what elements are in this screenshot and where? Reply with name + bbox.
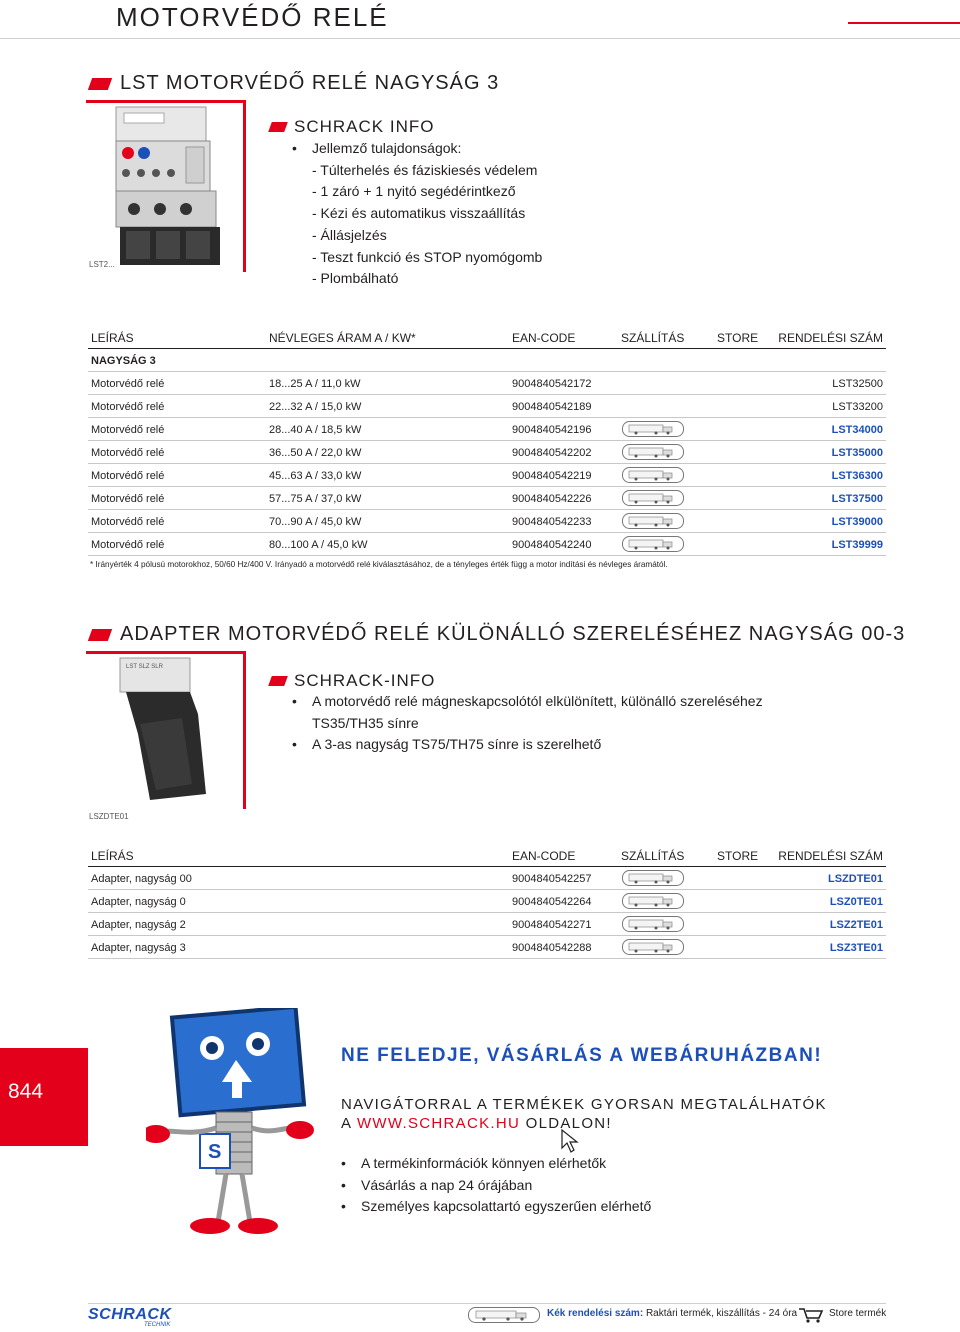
cell-rating: 57...75 A / 37,0 kW xyxy=(269,493,362,505)
info-marker-icon xyxy=(268,676,288,686)
bullet-text: Vásárlás a nap 24 órájában xyxy=(361,1176,533,1193)
footer-legend xyxy=(547,1308,797,1319)
list-item: - Túlterhelés és fáziskiesés védelem xyxy=(312,161,538,178)
cell-description: Motorvédő relé xyxy=(91,447,165,459)
section2-heading xyxy=(90,623,905,646)
product-photo-lst xyxy=(86,100,246,272)
col-header-delivery: SZÁLLÍTÁS xyxy=(621,331,685,345)
list-item xyxy=(292,734,763,756)
table-body xyxy=(88,867,886,959)
cell-ean: 9004840542172 xyxy=(512,378,592,390)
list-item xyxy=(292,138,542,160)
cell-description: Motorvédő relé xyxy=(91,378,165,390)
product-photo-adapter xyxy=(86,651,246,809)
cell-description: Adapter, nagyság 00 xyxy=(91,873,192,885)
promo-line-1: NAVIGÁTORRAL A TERMÉKEK GYORSAN MEGTALÁLHATÓK xyxy=(341,1096,827,1113)
bullet-icon: • xyxy=(341,1155,346,1171)
delivery-truck-icon xyxy=(622,467,684,483)
delivery-truck-icon xyxy=(622,916,684,932)
info-title: SCHRACK INFO xyxy=(294,117,435,136)
promo-bullets xyxy=(341,1153,651,1218)
col-header-description: LEÍRÁS xyxy=(91,849,134,863)
group-label: NAGYSÁG 3 xyxy=(91,355,156,367)
info-heading xyxy=(270,671,435,691)
list-item: - Kézi és automatikus visszaállítás xyxy=(312,205,526,222)
brand-logo-sub: TECHNIK xyxy=(144,1322,171,1328)
product-table-adapter xyxy=(88,843,886,959)
cell-description: Adapter, nagyság 3 xyxy=(91,942,186,954)
table-body xyxy=(88,372,886,556)
table-row xyxy=(88,372,886,395)
delivery-truck-icon xyxy=(468,1306,540,1324)
col-header-rating: NÉVLEGES ÁRAM A / KW* xyxy=(269,331,416,345)
cell-order-number[interactable]: LST39000 xyxy=(831,516,883,528)
cell-order-number[interactable]: LST33200 xyxy=(832,401,883,413)
bullet-text: Személyes kapcsolattartó egyszerűen elérhető xyxy=(361,1198,652,1215)
footer-legend-bold: Kék rendelési szám: xyxy=(547,1308,644,1319)
list-item: - 1 záró + 1 nyitó segédérintkező xyxy=(312,183,516,200)
col-header-ean: EAN-CODE xyxy=(512,849,576,863)
photo-caption: LST2... xyxy=(89,260,115,269)
cell-ean: 9004840542240 xyxy=(512,539,592,551)
cell-rating: 22...32 A / 15,0 kW xyxy=(269,401,362,413)
page-title: MOTORVÉDŐ RELÉ xyxy=(116,2,389,32)
promo-list xyxy=(341,1153,651,1218)
bullet-text: Jellemző tulajdonságok: xyxy=(312,140,462,156)
mascot-monitor-icon xyxy=(146,1008,316,1240)
cell-order-number[interactable]: LST39999 xyxy=(831,539,883,551)
promo-title: NE FELEDJE, VÁSÁRLÁS A WEBÁRUHÁZBAN! xyxy=(341,1045,823,1066)
svg-text:LST SLZ SLR: LST SLZ SLR xyxy=(126,664,163,670)
cell-order-number[interactable]: LST36300 xyxy=(831,470,883,482)
cell-description: Motorvédő relé xyxy=(91,401,165,413)
col-header-description: LEÍRÁS xyxy=(91,331,134,345)
info-marker-icon xyxy=(268,122,288,132)
bullet-text: A termékinformációk könnyen elérhetők xyxy=(361,1155,607,1171)
delivery-truck-icon xyxy=(622,893,684,909)
table-row xyxy=(88,867,886,890)
list-item: - Teszt funkció és STOP nyomógomb xyxy=(312,248,543,265)
col-header-order: RENDELÉSI SZÁM xyxy=(778,331,883,345)
bullet-text: A 3-as nagyság TS75/TH75 sínre is szerelhető xyxy=(312,736,602,753)
col-header-ean: EAN-CODE xyxy=(512,331,576,345)
bullet-icon: • xyxy=(292,693,297,709)
cell-ean: 9004840542219 xyxy=(512,470,592,482)
table-header xyxy=(88,325,886,349)
promo-line-2-suffix: OLDALON! xyxy=(520,1115,612,1132)
adapter-info-list xyxy=(292,691,763,756)
cell-description: Motorvédő relé xyxy=(91,493,165,505)
relay-image-icon xyxy=(86,103,243,272)
photo-caption: LSZDTE01 xyxy=(89,812,129,821)
section1-heading xyxy=(90,72,499,95)
cell-ean: 9004840542271 xyxy=(512,919,592,931)
bullet-text: A motorvédő relé mágneskapcsolótól elkülönített, különálló szereléséhez xyxy=(312,693,763,709)
cell-ean: 9004840542226 xyxy=(512,493,592,505)
cell-ean: 9004840542264 xyxy=(512,896,592,908)
delivery-truck-icon xyxy=(622,513,684,529)
table-row xyxy=(88,510,886,533)
title-rule xyxy=(0,38,960,39)
list-item xyxy=(292,691,763,713)
cell-description: Adapter, nagyság 0 xyxy=(91,896,186,908)
website-link[interactable]: WWW.SCHRACK.HU xyxy=(356,1115,521,1132)
feature-list xyxy=(292,138,542,290)
cell-order-number[interactable]: LSZDTE01 xyxy=(827,873,883,885)
list-item xyxy=(341,1175,651,1197)
cell-order-number[interactable]: LST35000 xyxy=(831,447,883,459)
cell-order-number[interactable]: LSZ3TE01 xyxy=(829,942,883,954)
section2-title: ADAPTER MOTORVÉDŐ RELÉ KÜLÖNÁLLÓ SZERELÉSÉHEZ NAGYSÁG 00-3 xyxy=(120,623,906,645)
bullet-icon: • xyxy=(292,140,297,156)
cell-ean: 9004840542202 xyxy=(512,447,592,459)
cell-rating: 70...90 A / 45,0 kW xyxy=(269,516,362,528)
footer-legend-text: Raktári termék, kiszállítás - 24 óra xyxy=(643,1308,798,1319)
cell-order-number[interactable]: LST37500 xyxy=(831,493,883,505)
cell-rating: 28...40 A / 18,5 kW xyxy=(269,424,362,436)
title-accent-bar xyxy=(848,22,960,24)
table-row xyxy=(88,441,886,464)
table-header xyxy=(88,843,886,867)
table-row xyxy=(88,395,886,418)
shopping-cart-icon xyxy=(797,1306,825,1324)
footer-rule xyxy=(88,1303,886,1304)
list-item: - Plombálható xyxy=(312,270,399,287)
cursor-icon xyxy=(560,1128,584,1154)
brand-logo: SCHRACK xyxy=(88,1306,172,1323)
list-item xyxy=(341,1196,651,1218)
cell-rating: 36...50 A / 22,0 kW xyxy=(269,447,362,459)
bullet-icon: • xyxy=(341,1198,346,1215)
cell-order-number[interactable]: LST32500 xyxy=(832,378,883,390)
cell-order-number[interactable]: LSZ0TE01 xyxy=(829,896,883,908)
info-title: SCHRACK-INFO xyxy=(294,671,436,690)
delivery-truck-icon xyxy=(622,490,684,506)
delivery-truck-icon xyxy=(622,939,684,955)
promo-line-2-prefix: A xyxy=(341,1115,357,1132)
col-header-store: STORE xyxy=(717,331,759,345)
cell-rating: 80...100 A / 45,0 kW xyxy=(269,539,368,551)
cell-description: Adapter, nagyság 2 xyxy=(91,919,186,931)
table-group-row xyxy=(88,349,886,372)
bullet-icon: • xyxy=(341,1176,346,1193)
section-marker-icon xyxy=(88,629,112,641)
delivery-truck-icon xyxy=(622,870,684,886)
cell-ean: 9004840542257 xyxy=(512,873,592,885)
table-row xyxy=(88,913,886,936)
table-row xyxy=(88,487,886,510)
cell-ean: 9004840542196 xyxy=(512,424,592,436)
footer-store-label: Store termék xyxy=(829,1308,887,1319)
svg-text:S: S xyxy=(208,1141,222,1163)
bullet-text-continued: TS35/TH35 sínre xyxy=(312,714,419,731)
info-heading xyxy=(270,117,434,137)
cell-ean: 9004840542288 xyxy=(512,942,592,954)
table-row xyxy=(88,464,886,487)
page-number: 844 xyxy=(8,1080,44,1103)
cell-ean: 9004840542189 xyxy=(512,401,592,413)
product-table-lst xyxy=(88,325,886,556)
col-header-order: RENDELÉSI SZÁM xyxy=(778,849,883,863)
list-item xyxy=(341,1153,651,1175)
table-row xyxy=(88,890,886,913)
delivery-truck-icon xyxy=(622,536,684,552)
col-header-delivery: SZÁLLÍTÁS xyxy=(621,849,685,863)
cell-rating: 45...63 A / 33,0 kW xyxy=(269,470,362,482)
delivery-truck-icon xyxy=(622,444,684,460)
cell-rating: 18...25 A / 11,0 kW xyxy=(269,378,361,390)
table-row xyxy=(88,418,886,441)
delivery-truck-icon xyxy=(622,421,684,437)
cell-description: Motorvédő relé xyxy=(91,516,165,528)
table-row xyxy=(88,936,886,959)
list-item: - Állásjelzés xyxy=(312,226,387,243)
cell-description: Motorvédő relé xyxy=(91,539,165,551)
cell-order-number[interactable]: LSZ2TE01 xyxy=(829,919,883,931)
footnote: * Irányérték 4 pólusú motorokhoz, 50/60 Hz/400 V. Irányadó a motorvédő relé kiválasztásához, de a tényleges érték függ a motor indítási és névleges áramától. xyxy=(90,560,668,569)
section1-title: LST MOTORVÉDŐ RELÉ NAGYSÁG 3 xyxy=(120,72,500,94)
cell-description: Motorvédő relé xyxy=(91,470,165,482)
col-header-store: STORE xyxy=(717,849,759,863)
table-row xyxy=(88,533,886,556)
adapter-image-icon xyxy=(86,654,243,809)
cell-description: Motorvédő relé xyxy=(91,424,165,436)
cell-ean: 9004840542233 xyxy=(512,516,592,528)
cell-order-number[interactable]: LST34000 xyxy=(831,424,883,436)
bullet-icon: • xyxy=(292,736,297,753)
section-marker-icon xyxy=(88,78,112,90)
